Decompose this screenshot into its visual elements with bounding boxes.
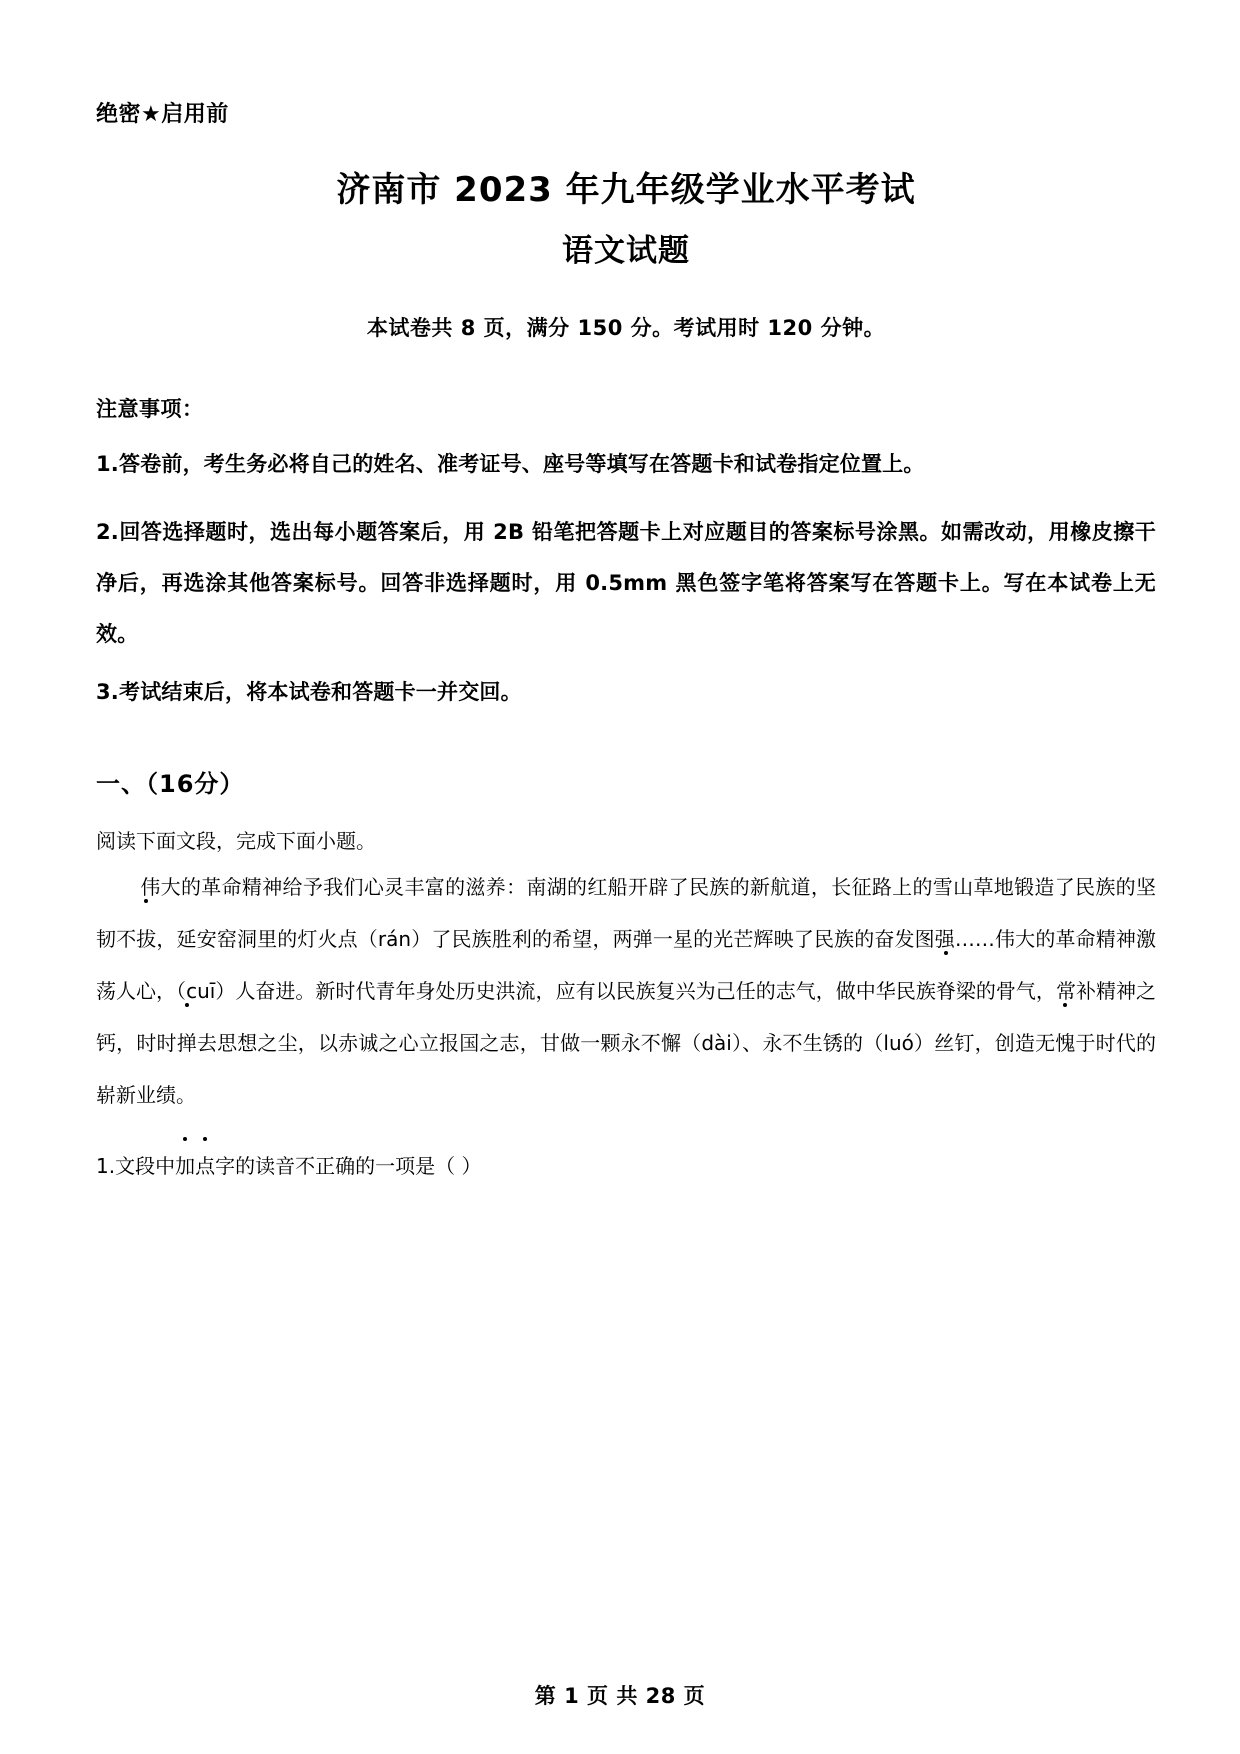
notice-item-3: 3.考试结束后，将本试卷和答题卡一并交回。 — [96, 679, 522, 704]
notice-item-2: 2.回答选择题时，选出每小题答案后，用 2B 铅笔把答题卡上对应题目的答案标号涂黑。如需改动，用橡皮擦干净后，再选涂其他答案标号。回答非选择题时，用 0.5mm 黑色签字笔将答案写在答题卡上。写在本试卷上无效。 — [96, 519, 1156, 647]
question-1-number: 1. — [96, 1154, 116, 1179]
passage-segment-5: 于时代的崭新业绩。 — [96, 1031, 1157, 1108]
emphasis-char-kui: 愧 — [1055, 1017, 1075, 1069]
question-1-emphasis-dian: 点 — [195, 1151, 215, 1181]
page-title: 济南市 2023 年九年级学业水平考试 — [336, 170, 916, 210]
question-1 — [96, 1151, 1156, 1181]
exam-info-line: 本试卷共 8 页，满分 150 分。考试用时 120 分钟。 — [366, 315, 886, 340]
passage-segment-2: ，延安窑洞里的灯火点（rán）了民族胜利的希望，两弹一星的光芒辉映了民族的奋发图强……伟大的革命精神激荡人心，（cuī）人奋进。新时代青年身处历史洪流，应有以民族复兴为己任的志气，做中华民族 — [96, 927, 1157, 1004]
reading-instruction: 阅读下面文段，完成下面小题。 — [96, 829, 376, 854]
page-footer: 第 1 页 共 28 页 — [534, 1684, 706, 1708]
passage-segment-1: 伟大的革命精神给予我们心灵丰富的滋养：南湖的红船开辟了民族的新航道，长征路上的雪山草地锻造了民族的坚韧不 — [96, 875, 1156, 952]
notice-heading: 注意事项： — [96, 397, 204, 422]
notice-item-1: 1.答卷前，考生务必将自己的姓名、准考证号、座号等填写在答题卡和试卷指定位置上。 — [96, 452, 925, 477]
question-1-text-before: 文段中 — [115, 1154, 176, 1179]
question-1-emphasis-jia: 加 — [175, 1151, 195, 1181]
page-content — [96, 0, 1156, 1181]
emphasis-char-dan: 掸 — [177, 1017, 197, 1069]
passage-text — [96, 861, 1156, 1121]
secret-notice: 绝密★启用前 — [96, 102, 229, 127]
section-heading-one: 一、（16分） — [96, 770, 245, 799]
subject-title: 语文试题 — [562, 232, 690, 269]
passage-segment-4: 去思想之尘，以赤诚之心立报国之志，甘做一颗永不懈（dài）、永不生锈的（luó）丝钉，创造无 — [196, 1031, 1056, 1056]
question-1-text-after: 字的读音不正确的一项是（ ） — [215, 1154, 482, 1179]
emphasis-char-ji: 脊 — [936, 965, 956, 1017]
passage-segment-3: 梁的骨气，常补精神之钙，时时 — [96, 979, 1157, 1056]
emphasis-char-ba: 拔 — [136, 913, 156, 965]
